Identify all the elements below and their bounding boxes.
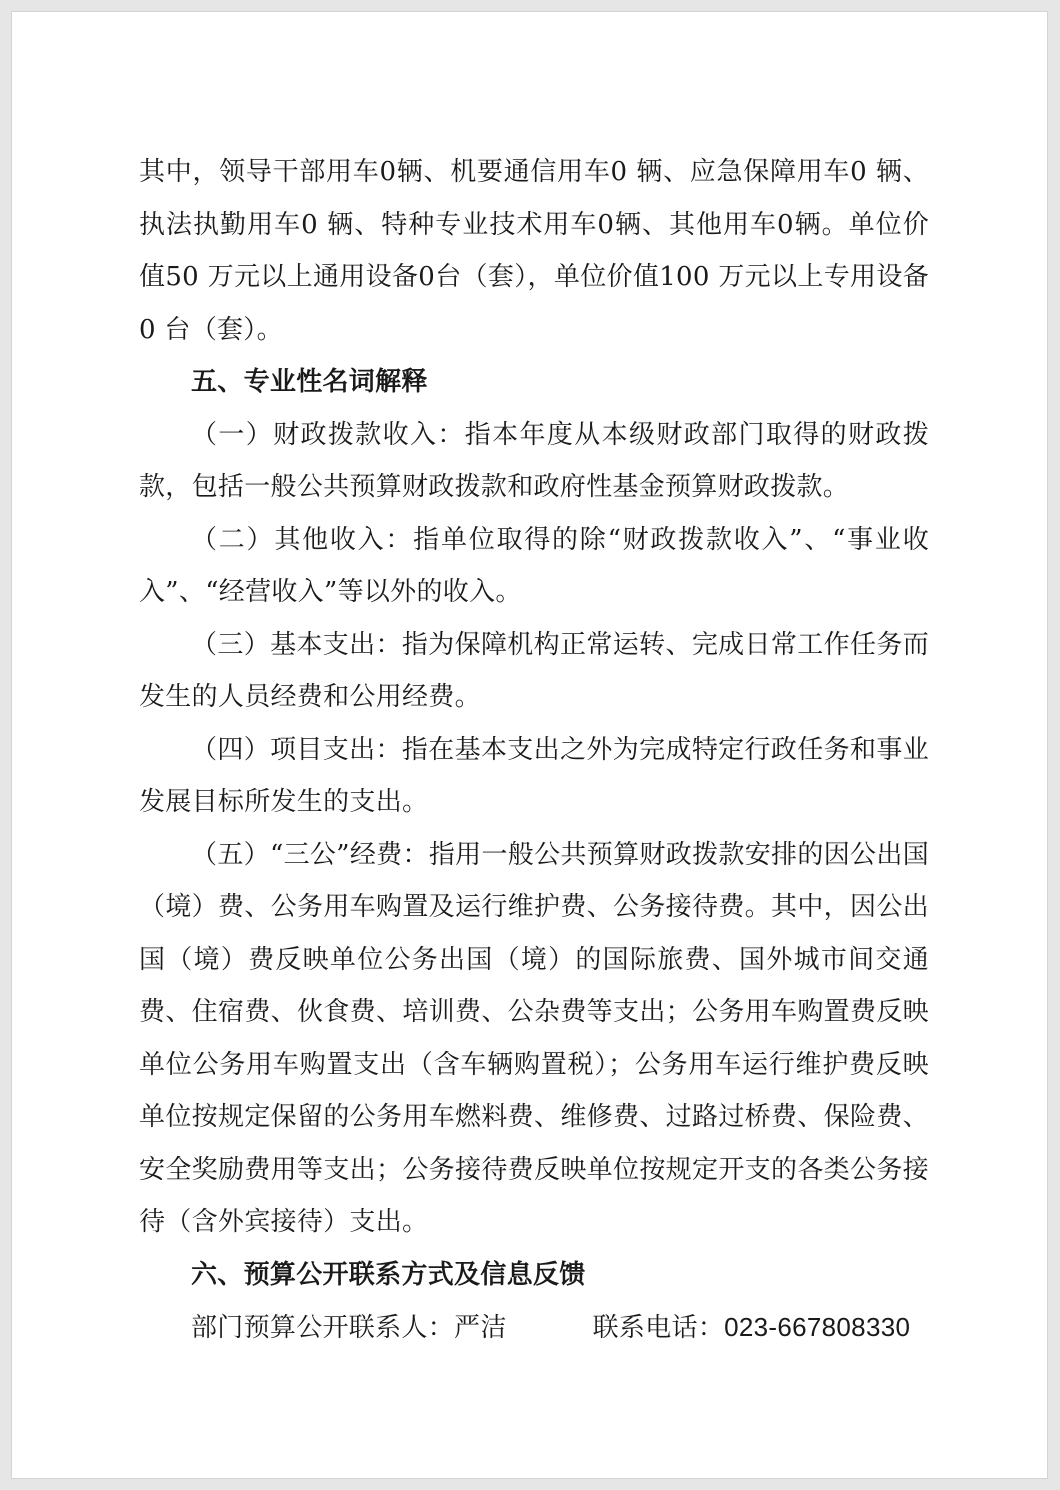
contact-phone-number: 023-667808330 xyxy=(724,1312,911,1342)
section-heading-terms: 五、专业性名词解释 xyxy=(191,367,428,397)
document-body xyxy=(139,146,929,1355)
vehicle-equipment-paragraph: 其中，领导干部用车0辆、机要通信用车0 辆、应急保障用车0 辆、执法执勤用车0 辆、特种专业技术用车0辆、其他用车0辆。单位价值50 万元以上通用设备0台（套），单位价值100 万元以上专用设备0 台（套）。 xyxy=(139,157,929,345)
contact-line xyxy=(139,1301,929,1355)
term-three-public-expenses: （五）“三公”经费：指用一般公共预算财政拨款安排的因公出国（境）费、公务用车购置及运行维护费、公务接待费。其中，因公出国（境）费反映单位公务出国（境）的国际旅费、国外城市间交通费、住宿费、伙食费、培训费、公杂费等支出；公务用车购置费反映单位公务用车购置支出（含车辆购置税）；公务用车运行维护费反映单位按规定保留的公务用车燃料费、维修费、过路过桥费、保险费、安全奖励费用等支出；公务接待费反映单位按规定开支的各类公务接待（含外宾接待）支出。 xyxy=(139,839,929,1237)
document-page xyxy=(11,11,1048,1479)
contact-phone-label: 联系电话： xyxy=(592,1313,725,1343)
contact-person-name: 严洁 xyxy=(454,1313,507,1343)
term-basic-expenditure: （三）基本支出：指为保障机构正常运转、完成日常工作任务而发生的人员经费和公用经费。 xyxy=(139,629,929,712)
term-fiscal-appropriation: （一）财政拨款收入：指本年度从本级财政部门取得的财政拨款，包括一般公共预算财政拨款和政府性基金预算财政拨款。 xyxy=(139,419,929,502)
term-other-income: （二）其他收入：指单位取得的除“财政拨款收入”、“事业收入”、“经营收入”等以外的收入。 xyxy=(139,524,929,607)
contact-person-label: 部门预算公开联系人： xyxy=(191,1313,455,1343)
section-heading-contact: 六、预算公开联系方式及信息反馈 xyxy=(191,1259,586,1290)
term-project-expenditure: （四）项目支出：指在基本支出之外为完成特定行政任务和事业发展目标所发生的支出。 xyxy=(139,734,929,817)
